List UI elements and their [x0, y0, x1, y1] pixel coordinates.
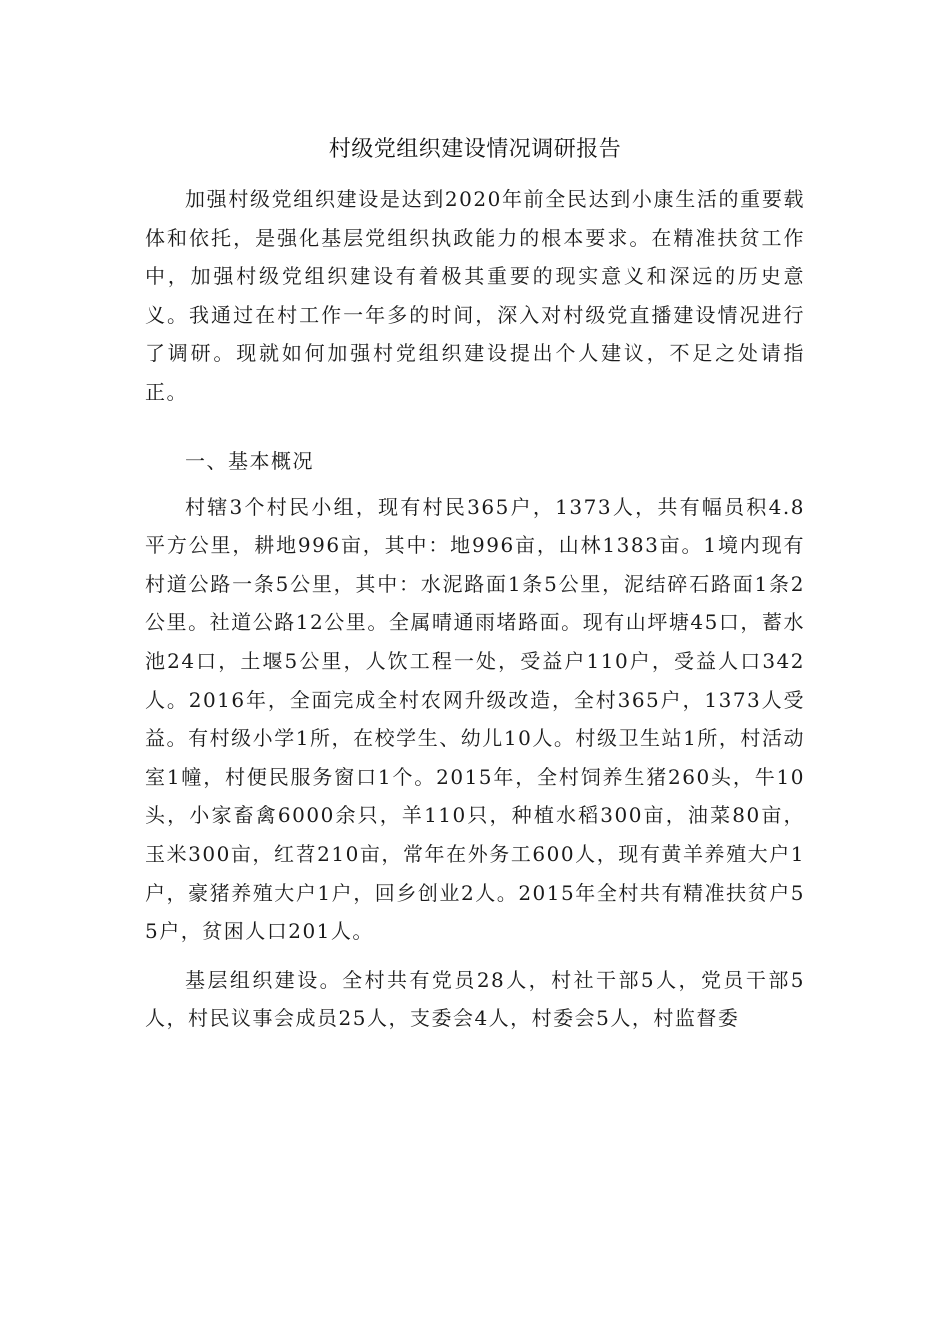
- intro-paragraph: 加强村级党组织建设是达到2020年前全民达到小康生活的重要载体和依托，是强化基层党组织执政能力的根本要求。在精准扶贫工作中，加强村级党组织建设有着极其重要的现实意义和深远的历史意义。我通过在村工作一年多的时间，深入对村级党直播建设情况进行了调研。现就如何加强村党组织建设提出个人建议，不足之处请指正。: [145, 187, 805, 404]
- organization-paragraph: 基层组织建设。全村共有党员28人，村社干部5人，党员干部5人，村民议事会成员25人，支委会4人，村委会5人，村监督委: [145, 967, 805, 1031]
- overview-paragraph: 村辖3个村民小组，现有村民365户，1373人，共有幅员积4.8平方公里，耕地996亩，其中：地996亩，山林1383亩。1境内现有村道公路一条5公里，其中：水泥路面1条5公里，泥结碎石路面1条2公里。社道公路12公里。全属晴通雨堵路面。现有山坪塘45口，蓄水池24口，土堰5公里，人饮工程一处，受益户110户，受益人口342人。2016年，全面完成全村农网升级改造，全村365户，1373人受益。有村级小学1所，在校学生、幼儿10人。村级卫生站1所，村活动室1幢，村便民服务窗口1个。2015年，全村饲养生猪260头，牛10头，小家畜禽6000余只，羊110只，种植水稻300亩，油菜80亩，玉米300亩，红苕210亩，常年在外务工600人，现有黄羊养殖大户1户，豪猪养殖大户1户，回乡创业2人。2015年全村共有精准扶贫户55户，贫困人口201人。: [145, 494, 805, 944]
- section-heading-basic-overview: 一、基本概况: [185, 448, 314, 473]
- document-body: [145, 180, 805, 1038]
- document-title: 村级党组织建设情况调研报告: [328, 137, 622, 162]
